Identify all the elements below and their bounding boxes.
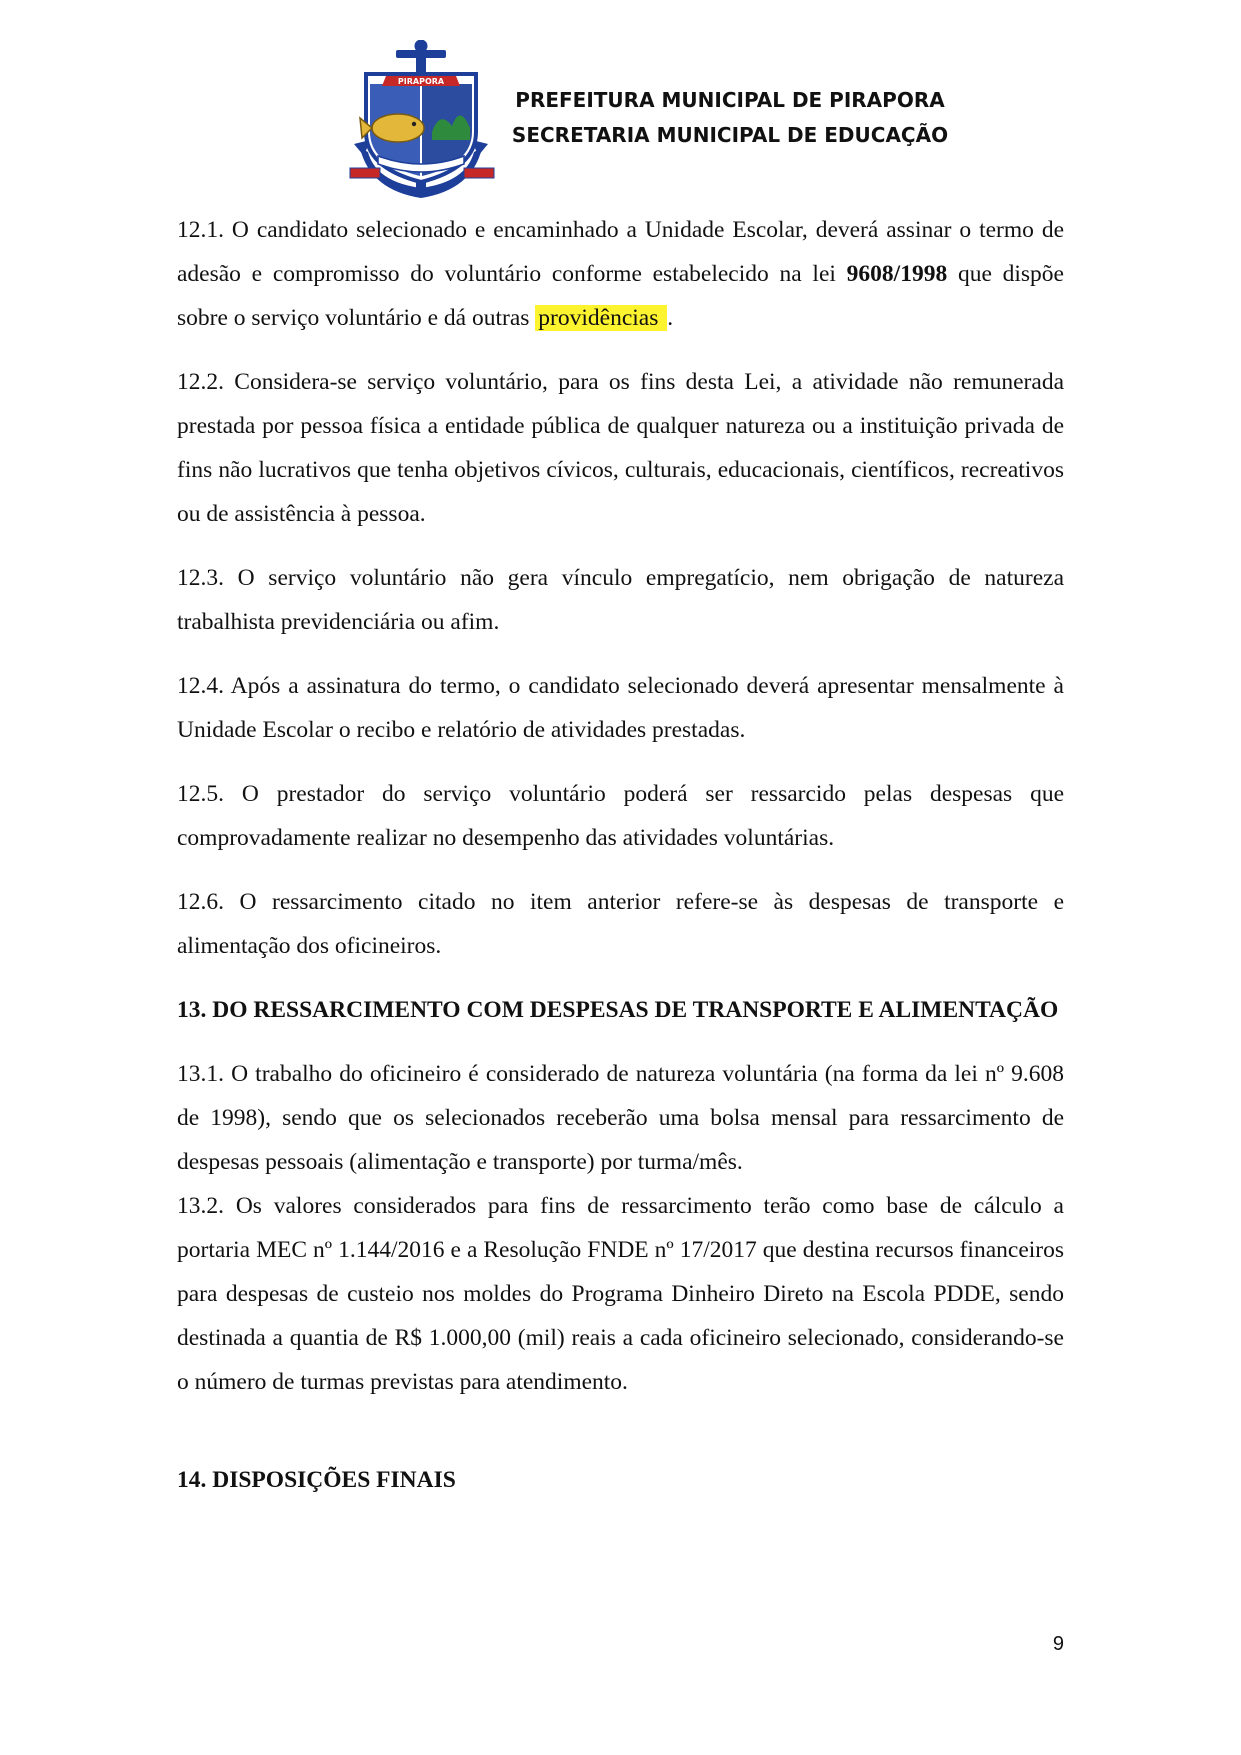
letterhead — [510, 83, 950, 153]
crest-banner-text: PIRAPORA — [397, 77, 445, 86]
letterhead-line-1: PREFEITURA MUNICIPAL DE PIRAPORA — [515, 88, 945, 112]
paragraph-12-1 — [177, 208, 1064, 340]
pirapora-coat-of-arms-icon — [340, 40, 504, 208]
paragraph-12-6: 12.6. O ressarcimento citado no item anterior refere-se às despesas de transporte e alimentação dos oficineiros. — [177, 889, 1064, 959]
paragraph-12-1-text-a: 12.1. O candidato selecionado e encaminhado a Unidade Escolar, deverá assinar o termo de adesão e compromisso do voluntário conforme estabelecido na lei — [177, 217, 1064, 287]
document-body — [177, 208, 1064, 1522]
highlighted-word: providências — [535, 305, 667, 331]
paragraph-12-3: 12.3. O serviço voluntário não gera vínculo empregatício, nem obrigação de natureza trabalhista previdenciária ou afim. — [177, 565, 1064, 635]
paragraph-13-2: 13.2. Os valores considerados para fins de ressarcimento terão como base de cálculo a portaria MEC nº 1.144/2016 e a Resolução FNDE nº 17/2017 que destina recursos financeiros para despesas de custeio nos moldes do Programa Dinheiro Direto na Escola PDDE, sendo destinada a quantia de R$ 1.000,00 (mil) reais a cada oficineiro selecionado, considerando-se o número de turmas previstas para atendimento. — [177, 1193, 1064, 1395]
law-number-bold: 9608/1998 — [846, 261, 948, 287]
paragraph-12-1-text-c: . — [667, 305, 674, 331]
page-number: 9 — [1052, 1633, 1064, 1655]
paragraph-12-2: 12.2. Considera-se serviço voluntário, para os fins desta Lei, a atividade não remunerada prestada por pessoa física a entidade pública de qualquer natureza ou a instituição privada de fins não lucrativos que tenha objetivos cívicos, culturais, educacionais, científicos, recreativos ou de assistência à pessoa. — [177, 369, 1064, 527]
paragraph-12-4: 12.4. Após a assinatura do termo, o candidato selecionado deverá apresentar mensalmente à Unidade Escolar o recibo e relatório de atividades prestadas. — [177, 673, 1064, 743]
section-14-heading: 14. DISPOSIÇÕES FINAIS — [177, 1467, 456, 1493]
paragraph-12-1-text-b: que dispõe sobre o serviço voluntário e dá outras — [177, 261, 1064, 331]
letterhead-line-2: SECRETARIA MUNICIPAL DE EDUCAÇÃO — [511, 123, 949, 147]
section-13-heading: 13. DO RESSARCIMENTO COM DESPESAS DE TRANSPORTE E ALIMENTAÇÃO — [177, 997, 1059, 1023]
paragraph-13-1: 13.1. O trabalho do oficineiro é considerado de natureza voluntária (na forma da lei nº 9.608 de 1998), sendo que os selecionados receberão uma bolsa mensal para ressarcimento de despesas pessoais (alimentação e transporte) por turma/mês. — [177, 1061, 1064, 1175]
paragraph-12-5: 12.5. O prestador do serviço voluntário poderá ser ressarcido pelas despesas que comprovadamente realizar no desempenho das atividades voluntárias. — [177, 781, 1064, 851]
